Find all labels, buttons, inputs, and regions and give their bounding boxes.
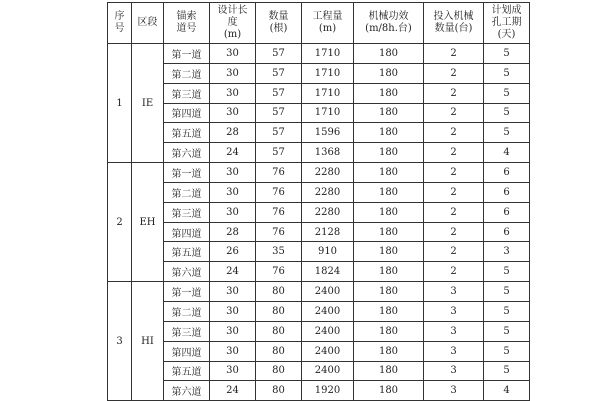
design-length-cell: 30 xyxy=(210,63,256,83)
design-length-cell: 30 xyxy=(210,341,256,361)
machine-efficiency-cell: 180 xyxy=(354,44,424,64)
header-text-line: 号 xyxy=(114,23,125,34)
machine-count-cell: 2 xyxy=(424,103,484,123)
work-amount-cell: 2128 xyxy=(302,222,354,242)
section-cell: IE xyxy=(132,44,164,163)
design-length-cell: 30 xyxy=(210,202,256,222)
planned-duration-cell: 5 xyxy=(484,321,530,341)
planned-duration-cell: 5 xyxy=(484,123,530,143)
quantity-cell: 80 xyxy=(256,361,302,381)
cable-no-cell: 第三道 xyxy=(164,83,210,103)
cable-no-cell: 第五道 xyxy=(164,242,210,262)
table-row xyxy=(108,262,530,282)
machine-efficiency-cell: 180 xyxy=(354,301,424,321)
header-text-line: 序 xyxy=(114,11,125,22)
table-row xyxy=(108,301,530,321)
cable-no-cell: 第五道 xyxy=(164,123,210,143)
section-cell: HI xyxy=(132,282,164,401)
quantity-cell: 76 xyxy=(256,163,302,183)
work-amount-cell: 2400 xyxy=(302,321,354,341)
quantity-cell: 76 xyxy=(256,202,302,222)
table-row xyxy=(108,341,530,361)
quantity-cell: 76 xyxy=(256,222,302,242)
planned-duration-cell: 6 xyxy=(484,222,530,242)
header-text-line: (天) xyxy=(497,29,516,40)
table-body xyxy=(108,44,530,401)
cable-no-cell: 第三道 xyxy=(164,321,210,341)
machine-count-cell: 2 xyxy=(424,63,484,83)
cable-no-cell: 第二道 xyxy=(164,63,210,83)
machine-count-cell: 2 xyxy=(424,44,484,64)
header-text-line: 度 xyxy=(227,17,238,28)
machine-efficiency-cell: 180 xyxy=(354,83,424,103)
machine-count-cell: 2 xyxy=(424,262,484,282)
machine-count-cell: 2 xyxy=(424,202,484,222)
planned-duration-cell: 5 xyxy=(484,361,530,381)
quantity-cell: 57 xyxy=(256,44,302,64)
design-length-cell: 30 xyxy=(210,44,256,64)
header-text-line: 投入机械 xyxy=(433,11,474,22)
cable-no-cell: 第四道 xyxy=(164,103,210,123)
work-amount-cell: 910 xyxy=(302,242,354,262)
work-amount-cell: 2280 xyxy=(302,182,354,202)
planned-duration-cell: 5 xyxy=(484,341,530,361)
machine-count-cell: 2 xyxy=(424,143,484,163)
header-text-line: 锚索 xyxy=(176,11,197,22)
machine-efficiency-cell: 180 xyxy=(354,163,424,183)
design-length-cell: 24 xyxy=(210,143,256,163)
header-cable-no xyxy=(164,3,210,44)
quantity-cell: 76 xyxy=(256,182,302,202)
machine-count-cell: 2 xyxy=(424,222,484,242)
planned-duration-cell: 5 xyxy=(484,63,530,83)
work-amount-cell: 2280 xyxy=(302,202,354,222)
table-row xyxy=(108,321,530,341)
table-row xyxy=(108,44,530,64)
table-row xyxy=(108,163,530,183)
machine-count-cell: 2 xyxy=(424,163,484,183)
machine-efficiency-cell: 180 xyxy=(354,361,424,381)
design-length-cell: 30 xyxy=(210,103,256,123)
cable-no-cell: 第一道 xyxy=(164,44,210,64)
header-text-line: (m/8h.台) xyxy=(365,23,412,34)
work-amount-cell: 2280 xyxy=(302,163,354,183)
machine-efficiency-cell: 180 xyxy=(354,282,424,302)
design-length-cell: 30 xyxy=(210,361,256,381)
work-amount-cell: 1710 xyxy=(302,83,354,103)
header-text-line: (m) xyxy=(223,29,242,40)
machine-efficiency-cell: 180 xyxy=(354,242,424,262)
design-length-cell: 30 xyxy=(210,282,256,302)
quantity-cell: 57 xyxy=(256,83,302,103)
header-work-amount xyxy=(302,3,354,44)
machine-efficiency-cell: 180 xyxy=(354,103,424,123)
quantity-cell: 57 xyxy=(256,123,302,143)
quantity-cell: 57 xyxy=(256,103,302,123)
design-length-cell: 30 xyxy=(210,182,256,202)
group-number-cell: 1 xyxy=(108,44,132,163)
header-no xyxy=(108,3,132,44)
work-amount-cell: 1824 xyxy=(302,262,354,282)
header-row xyxy=(108,3,530,44)
machine-count-cell: 2 xyxy=(424,182,484,202)
table-row xyxy=(108,83,530,103)
planned-duration-cell: 4 xyxy=(484,143,530,163)
machine-efficiency-cell: 180 xyxy=(354,202,424,222)
planned-duration-cell: 5 xyxy=(484,301,530,321)
cable-no-cell: 第二道 xyxy=(164,301,210,321)
design-length-cell: 28 xyxy=(210,222,256,242)
design-length-cell: 26 xyxy=(210,242,256,262)
header-design-length xyxy=(210,3,256,44)
machine-efficiency-cell: 180 xyxy=(354,341,424,361)
planned-duration-cell: 5 xyxy=(484,282,530,302)
work-amount-cell: 1710 xyxy=(302,44,354,64)
cable-no-cell: 第二道 xyxy=(164,182,210,202)
work-amount-cell: 2400 xyxy=(302,361,354,381)
quantity-cell: 80 xyxy=(256,282,302,302)
planned-duration-cell: 6 xyxy=(484,182,530,202)
work-amount-cell: 1596 xyxy=(302,123,354,143)
group-number-cell: 3 xyxy=(108,282,132,401)
planned-duration-cell: 5 xyxy=(484,83,530,103)
machine-efficiency-cell: 180 xyxy=(354,143,424,163)
header-text-line: 道号 xyxy=(176,23,197,34)
machine-count-cell: 3 xyxy=(424,321,484,341)
planned-duration-cell: 6 xyxy=(484,202,530,222)
cable-no-cell: 第一道 xyxy=(164,282,210,302)
work-amount-cell: 1920 xyxy=(302,381,354,401)
section-cell: EH xyxy=(132,163,164,282)
work-amount-cell: 1710 xyxy=(302,103,354,123)
table-row xyxy=(108,103,530,123)
machine-count-cell: 2 xyxy=(424,123,484,143)
machine-efficiency-cell: 180 xyxy=(354,182,424,202)
planned-duration-cell: 6 xyxy=(484,163,530,183)
planned-duration-cell: 5 xyxy=(484,44,530,64)
planned-duration-cell: 5 xyxy=(484,262,530,282)
quantity-cell: 35 xyxy=(256,242,302,262)
header-text-line: 机械功效 xyxy=(368,11,409,22)
planned-duration-cell: 3 xyxy=(484,242,530,262)
planned-duration-cell: 4 xyxy=(484,381,530,401)
quantity-cell: 76 xyxy=(256,262,302,282)
work-amount-cell: 1710 xyxy=(302,63,354,83)
table-row xyxy=(108,63,530,83)
work-amount-cell: 2400 xyxy=(302,341,354,361)
header-text-line: 孔工期 xyxy=(491,17,522,28)
cable-no-cell: 第四道 xyxy=(164,341,210,361)
cable-no-cell: 第六道 xyxy=(164,143,210,163)
machine-count-cell: 3 xyxy=(424,282,484,302)
anchor-cable-schedule-table xyxy=(107,2,530,401)
machine-count-cell: 3 xyxy=(424,361,484,381)
header-text-line: 数量(台) xyxy=(434,23,473,34)
quantity-cell: 80 xyxy=(256,321,302,341)
design-length-cell: 28 xyxy=(210,123,256,143)
header-text-line: (根) xyxy=(269,23,288,34)
planned-duration-cell: 5 xyxy=(484,103,530,123)
cable-no-cell: 第四道 xyxy=(164,222,210,242)
cable-no-cell: 第五道 xyxy=(164,361,210,381)
quantity-cell: 57 xyxy=(256,63,302,83)
machine-count-cell: 3 xyxy=(424,381,484,401)
cable-no-cell: 第三道 xyxy=(164,202,210,222)
quantity-cell: 57 xyxy=(256,143,302,163)
design-length-cell: 24 xyxy=(210,381,256,401)
header-machine-count xyxy=(424,3,484,44)
header-text-line: 工程量 xyxy=(312,11,343,22)
table-row xyxy=(108,222,530,242)
work-amount-cell: 2400 xyxy=(302,301,354,321)
cable-no-cell: 第一道 xyxy=(164,163,210,183)
table-row xyxy=(108,361,530,381)
header-text-line: 设计长 xyxy=(217,5,248,16)
header-text-line: 区段 xyxy=(137,17,158,28)
machine-efficiency-cell: 180 xyxy=(354,222,424,242)
machine-count-cell: 2 xyxy=(424,242,484,262)
group-number-cell: 2 xyxy=(108,163,132,282)
machine-efficiency-cell: 180 xyxy=(354,63,424,83)
quantity-cell: 80 xyxy=(256,341,302,361)
design-length-cell: 24 xyxy=(210,262,256,282)
cable-no-cell: 第六道 xyxy=(164,262,210,282)
table-row xyxy=(108,143,530,163)
work-amount-cell: 1368 xyxy=(302,143,354,163)
table-row xyxy=(108,381,530,401)
machine-count-cell: 3 xyxy=(424,341,484,361)
quantity-cell: 80 xyxy=(256,301,302,321)
header-quantity xyxy=(256,3,302,44)
machine-efficiency-cell: 180 xyxy=(354,381,424,401)
header-planned-duration xyxy=(484,3,530,44)
header-text-line: 数量 xyxy=(268,11,289,22)
table-row xyxy=(108,182,530,202)
header-machine-efficiency xyxy=(354,3,424,44)
machine-count-cell: 3 xyxy=(424,301,484,321)
machine-efficiency-cell: 180 xyxy=(354,123,424,143)
design-length-cell: 30 xyxy=(210,301,256,321)
machine-efficiency-cell: 180 xyxy=(354,321,424,341)
machine-count-cell: 2 xyxy=(424,83,484,103)
design-length-cell: 30 xyxy=(210,163,256,183)
table-row xyxy=(108,123,530,143)
header-text-line: 计划成 xyxy=(491,5,522,16)
design-length-cell: 30 xyxy=(210,83,256,103)
table-row xyxy=(108,202,530,222)
machine-efficiency-cell: 180 xyxy=(354,262,424,282)
table-row xyxy=(108,282,530,302)
design-length-cell: 30 xyxy=(210,321,256,341)
table-row xyxy=(108,242,530,262)
cable-no-cell: 第六道 xyxy=(164,381,210,401)
header-section xyxy=(132,3,164,44)
work-amount-cell: 2400 xyxy=(302,282,354,302)
header-text-line: (m) xyxy=(318,23,337,34)
quantity-cell: 80 xyxy=(256,381,302,401)
